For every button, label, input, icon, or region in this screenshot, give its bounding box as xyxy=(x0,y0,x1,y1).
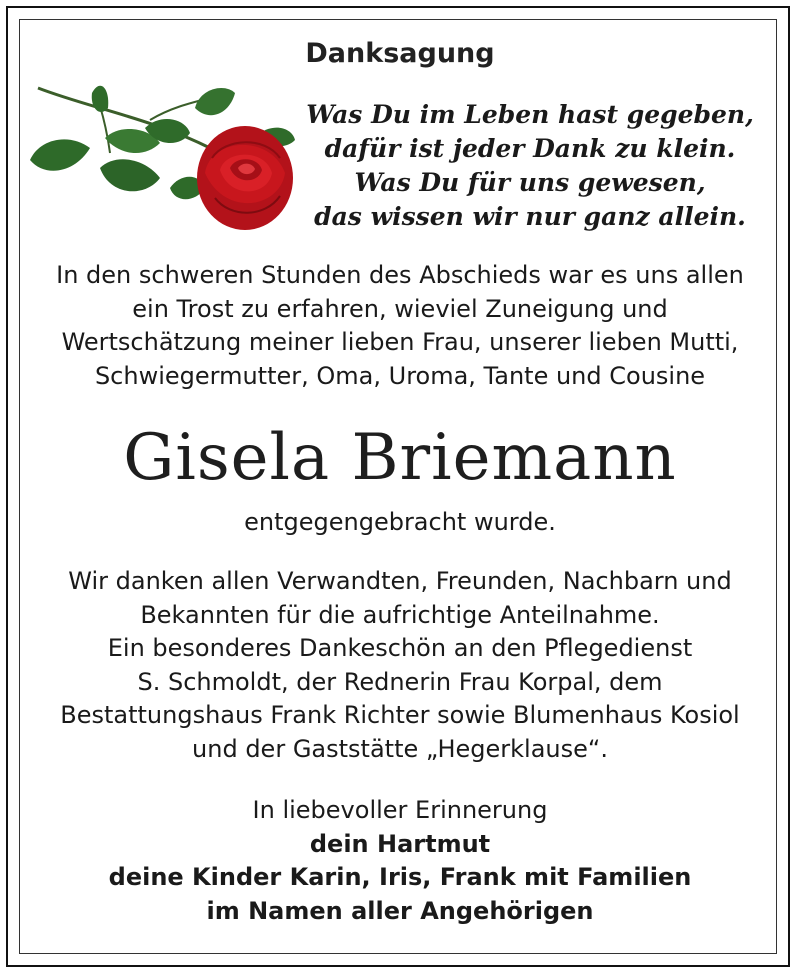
signature-line: dein Hartmut xyxy=(309,829,491,858)
signature-line: im Namen aller Angehörigen xyxy=(206,896,594,925)
poem-line: das wissen wir nur ganz allein. xyxy=(314,202,746,231)
poem-line: dafür ist jeder Dank zu klein. xyxy=(324,134,736,163)
received-line xyxy=(20,506,780,540)
signature-line: deine Kinder Karin, Iris, Frank mit Familien xyxy=(108,863,692,891)
thanks-line: und der Gaststätte „Hegerklause“. xyxy=(192,734,608,763)
thanks-line: Bestattungshaus Frank Richter sowie Blumenhaus Kosiol xyxy=(60,701,740,729)
thanks-line: Ein besonderes Dankeschön an den Pflegedienst xyxy=(107,634,693,662)
intro-line: Wertschätzung meiner lieben Frau, unserer lieben Mutti, xyxy=(61,328,739,356)
notice-heading: Danksagung xyxy=(305,38,495,69)
intro-line: ein Trost zu erfahren, wieviel Zuneigung und xyxy=(132,294,668,323)
poem-line: Was Du für uns gewesen, xyxy=(354,168,706,197)
intro-paragraph xyxy=(20,259,780,393)
intro-line: Schwiegermutter, Oma, Uroma, Tante und Cousine xyxy=(94,361,706,390)
red-rose-icon xyxy=(30,78,310,238)
thanks-line: Wir danken allen Verwandten, Freunden, Nachbarn und xyxy=(68,567,732,595)
received-text: entgegengebracht wurde. xyxy=(244,508,556,536)
thanks-line: Bekannten für die aufrichtige Anteilnahme. xyxy=(140,600,660,629)
thanks-line: S. Schmoldt, der Rednerin Frau Korpal, dem xyxy=(137,667,663,696)
intro-line: In den schweren Stunden des Abschieds war es uns allen xyxy=(56,261,744,289)
thanks-paragraph xyxy=(20,565,780,766)
closing-line: In liebevoller Erinnerung xyxy=(252,796,548,824)
signature-block xyxy=(20,794,780,928)
deceased-name: Gisela Briemann xyxy=(123,421,677,495)
poem-line: Was Du im Leben hast gegeben, xyxy=(306,100,754,129)
poem-verse xyxy=(300,98,760,234)
